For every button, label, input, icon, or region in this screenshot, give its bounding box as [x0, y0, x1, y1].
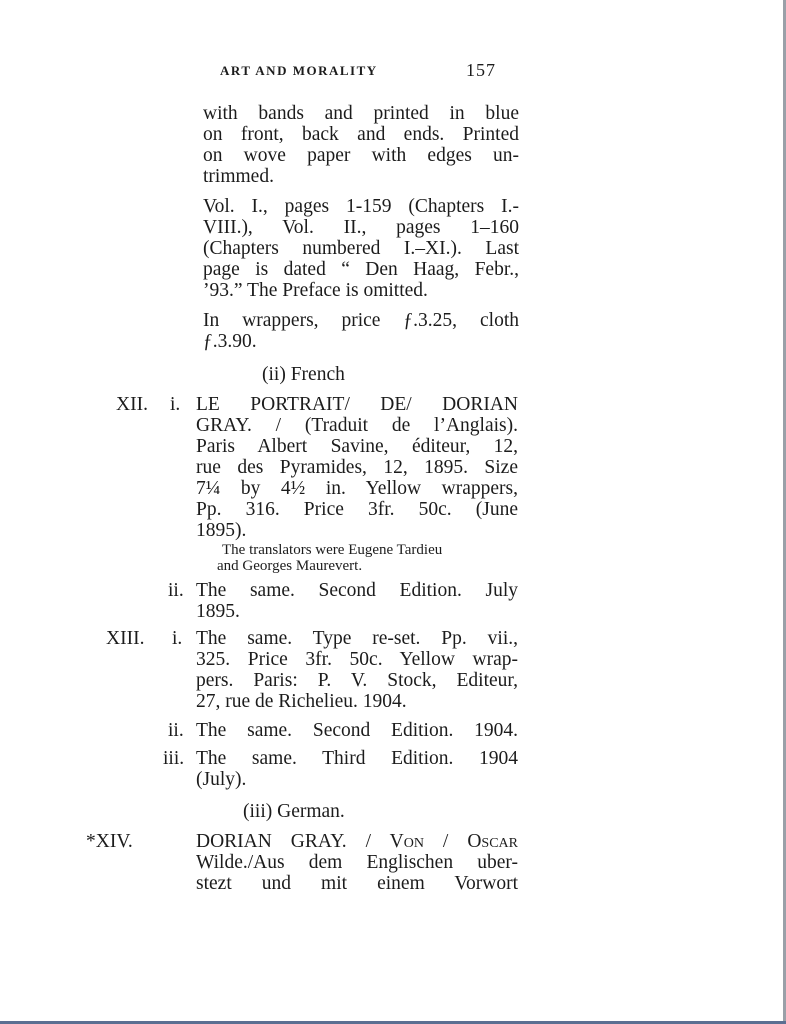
text-line: on wove paper with edges un- [203, 145, 519, 166]
footnote-line: The translators were Eugene Tardieu [222, 542, 443, 558]
section-heading-german: (iii) German. [243, 801, 345, 822]
sub-entry-number: i. [172, 628, 183, 649]
footnote-line: and Georges Maurevert. [217, 558, 363, 574]
entry-number: XII. [116, 394, 148, 415]
page-number: 157 [466, 60, 496, 80]
text-line: Wilde./Aus dem Englischen uber- [196, 852, 518, 873]
text-line: 325. Price 3fr. 50c. Yellow wrap- [196, 649, 518, 670]
text-line: The same. Second Edition. 1904. [196, 720, 518, 741]
text-line: 1895). [196, 520, 247, 541]
sub-entry-number: iii. [163, 748, 185, 769]
sub-entry-number: ii. [168, 580, 184, 601]
text-line: on front, back and ends. Printed [203, 124, 519, 145]
sub-entry-number: ii. [168, 720, 184, 741]
text-line: In wrappers, price ƒ.3.25, cloth [203, 310, 519, 331]
text-line: trimmed. [203, 166, 274, 187]
running-title: ART AND MORALITY [220, 63, 378, 78]
text-line: rue des Pyramides, 12, 1895. Size [196, 457, 518, 478]
text-line: page is dated “ Den Haag, Febr., [203, 259, 519, 280]
text-line: (July). [196, 769, 247, 790]
text-line: Paris Albert Savine, éditeur, 12, [196, 436, 518, 457]
text-line: 27, rue de Richelieu. 1904. [196, 691, 407, 712]
text-line: 7¼ by 4½ in. Yellow wrappers, [196, 478, 518, 499]
text-line: DORIAN GRAY. / Von / Oscar [196, 831, 518, 852]
sub-entry-number: i. [170, 394, 181, 415]
text-line: Pp. 316. Price 3fr. 50c. (June [196, 499, 518, 520]
entry-number: XIII. [106, 628, 145, 649]
text-line: LE PORTRAIT/ DE/ DORIAN [196, 394, 518, 415]
text-line: ’93.” The Preface is omitted. [203, 280, 428, 301]
text-line: The same. Type re-set. Pp. vii., [196, 628, 518, 649]
text-line: (Chapters numbered I.–XI.). Last [203, 238, 519, 259]
text-line: The same. Second Edition. July [196, 580, 518, 601]
text-line: pers. Paris: P. V. Stock, Editeur, [196, 670, 518, 691]
text-line: with bands and printed in blue [203, 103, 519, 124]
text-line: ƒ.3.90. [203, 331, 257, 352]
text-line: The same. Third Edition. 1904 [196, 748, 518, 769]
section-heading-french: (ii) French [262, 364, 345, 385]
text-line: GRAY. / (Traduit de l’Anglais). [196, 415, 518, 436]
text-line: Vol. I., pages 1-159 (Chapters I.- [203, 196, 519, 217]
text-line: 1895. [196, 601, 240, 622]
text-line: VIII.), Vol. II., pages 1–160 [203, 217, 519, 238]
text-line: stezt und mit einem Vorwort [196, 873, 518, 894]
entry-number: *XIV. [86, 831, 133, 852]
